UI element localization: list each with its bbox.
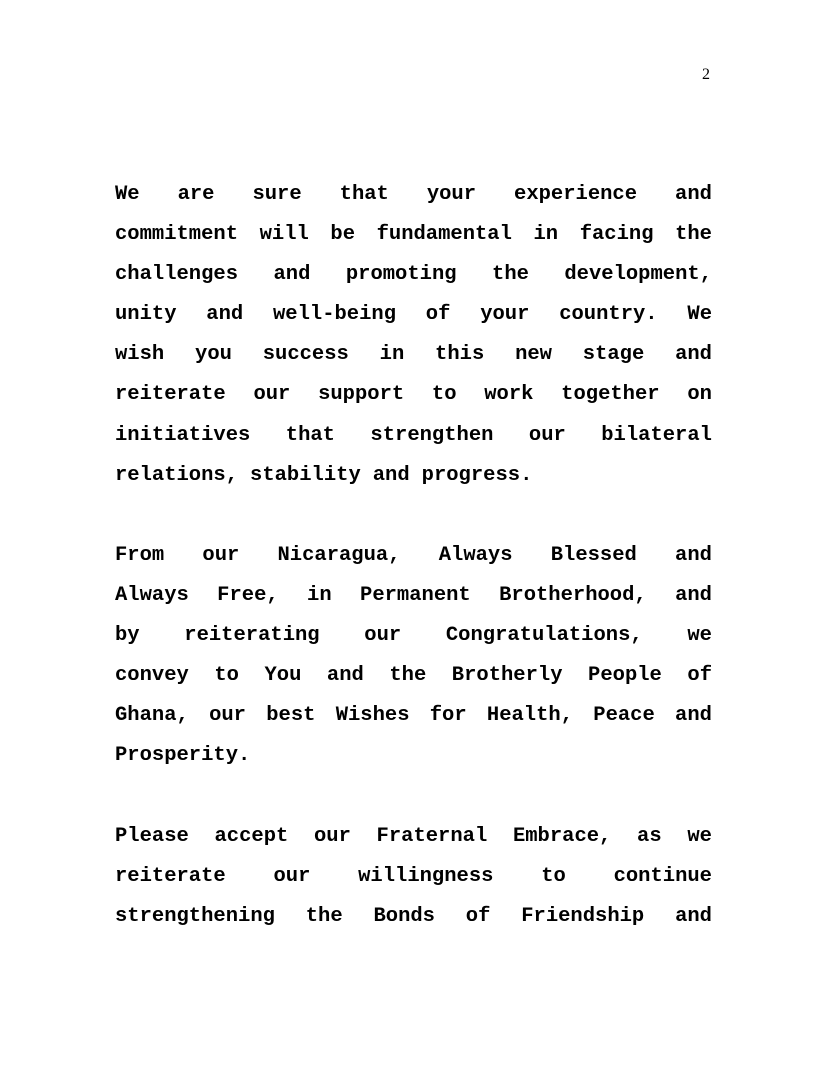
page-number: 2 (702, 66, 710, 83)
text-line: challenges and promoting the development, (115, 263, 712, 287)
text-line: From our Nicaragua, Always Blessed and (115, 543, 712, 567)
text-line: We are sure that your experience and (115, 183, 712, 206)
letter-body (115, 175, 712, 937)
text-line: Ghana, our best Wishes for Health, Peace and (115, 704, 712, 728)
paragraph-gap (115, 776, 712, 816)
text-line: by reiterating our Congratulations, we (115, 624, 712, 648)
paragraph (115, 536, 712, 777)
text-line: Always Free, in Permanent Brotherhood, and (115, 583, 712, 607)
paragraph (115, 817, 712, 937)
text-line: convey to You and the Brotherly People of (115, 664, 712, 688)
text-line: commitment will be fundamental in facing the (115, 223, 712, 247)
text-line: relations, stability and progress. (115, 463, 533, 487)
text-line: unity and well-being of your country. We (115, 303, 712, 327)
text-line: initiatives that strengthen our bilateral (115, 423, 712, 447)
text-line: reiterate our willingness to continue (115, 864, 712, 888)
paragraph-gap (115, 496, 712, 536)
text-line: Please accept our Fraternal Embrace, as we (115, 824, 712, 848)
text-line: Prosperity. (115, 744, 251, 768)
paragraph (115, 175, 712, 496)
text-line: wish you success in this new stage and (115, 343, 712, 367)
text-line: reiterate our support to work together on (115, 383, 712, 407)
text-line: strengthening the Bonds of Friendship and (115, 904, 712, 928)
